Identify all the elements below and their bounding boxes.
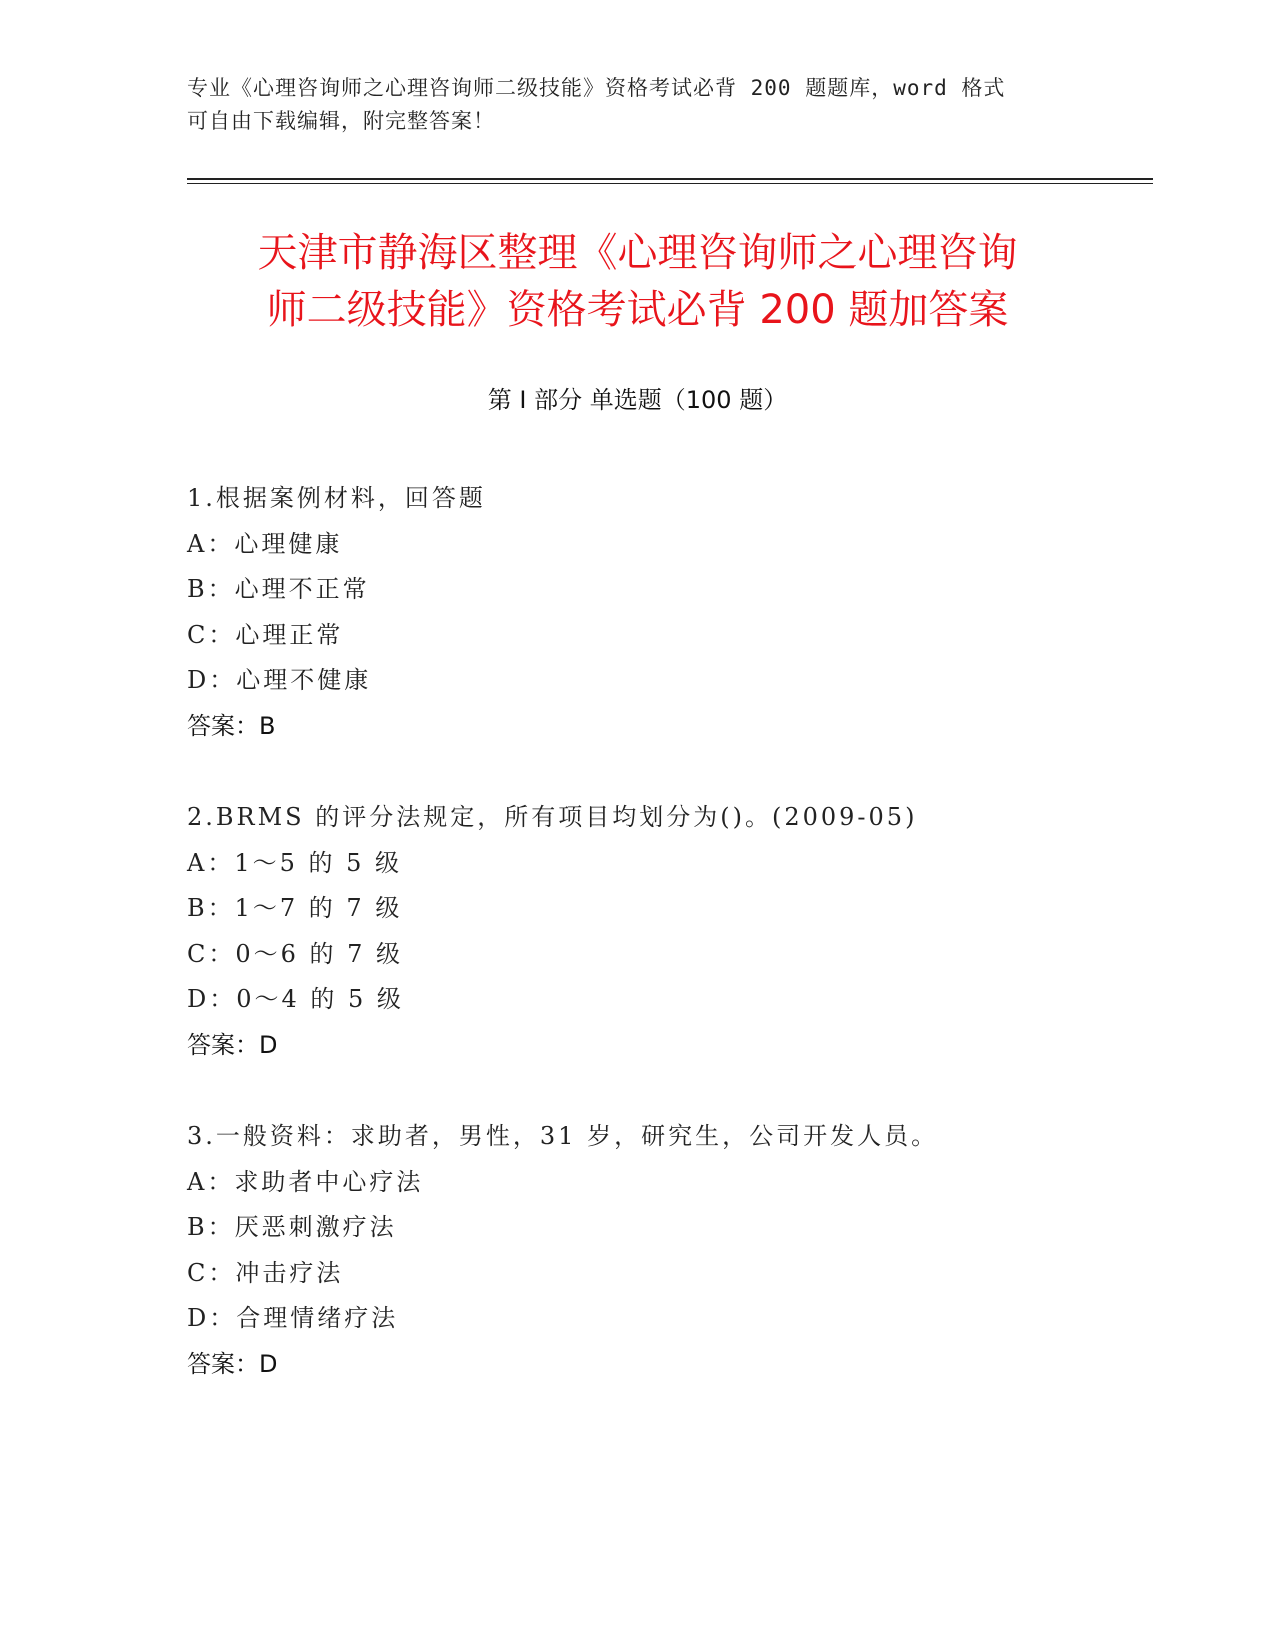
question-stem: 2.BRMS 的评分法规定，所有项目均划分为()。(2009-05) [187,803,918,831]
document-title-line-1: 天津市静海区整理《心理咨询师之心理咨询 [257,230,1018,276]
header-note-line-1: 专业《心理咨询师之心理咨询师二级技能》资格考试必背 200 题题库，word 格式 [187,76,1006,100]
option-d: D：合理情绪疗法 [187,1304,399,1332]
option-c: C：冲击疗法 [187,1258,344,1287]
option-a: A：求助者中心疗法 [187,1167,424,1196]
document-title-line-2: 师二级技能》资格考试必背 200 题加答案 [266,287,1009,333]
answer: 答案：D [187,1030,278,1059]
option-d: D：心理不健康 [187,666,372,694]
option-b: B：厌恶刺激疗法 [187,1213,397,1241]
document-title [160,225,1115,339]
header-divider-thin [187,183,1153,184]
option-c: C：0～6 的 7 级 [187,939,404,968]
option-a: A：1～5 的 5 级 [187,848,403,877]
question-2 [187,795,1147,1068]
option-b: B：1～7 的 7 级 [187,894,403,922]
option-c: C：心理正常 [187,620,344,649]
option-a: A：心理健康 [187,529,343,558]
question-list [187,476,1147,1433]
header-note [187,72,1067,138]
section-heading: 第 I 部分 单选题（100 题） [487,386,788,414]
header-divider-thick [187,178,1153,180]
header-note-line-2: 可自由下载编辑，附完整答案！ [187,109,495,133]
option-d: D：0～4 的 5 级 [187,985,404,1013]
question-stem: 3.一般资料：求助者，男性，31 岁，研究生，公司开发人员。 [187,1122,939,1150]
question-1 [187,476,1147,749]
option-b: B：心理不正常 [187,575,370,603]
answer: 答案：B [187,711,276,740]
question-stem: 1.根据案例材料，回答题 [187,484,486,512]
answer: 答案：D [187,1349,278,1378]
question-3 [187,1114,1147,1387]
